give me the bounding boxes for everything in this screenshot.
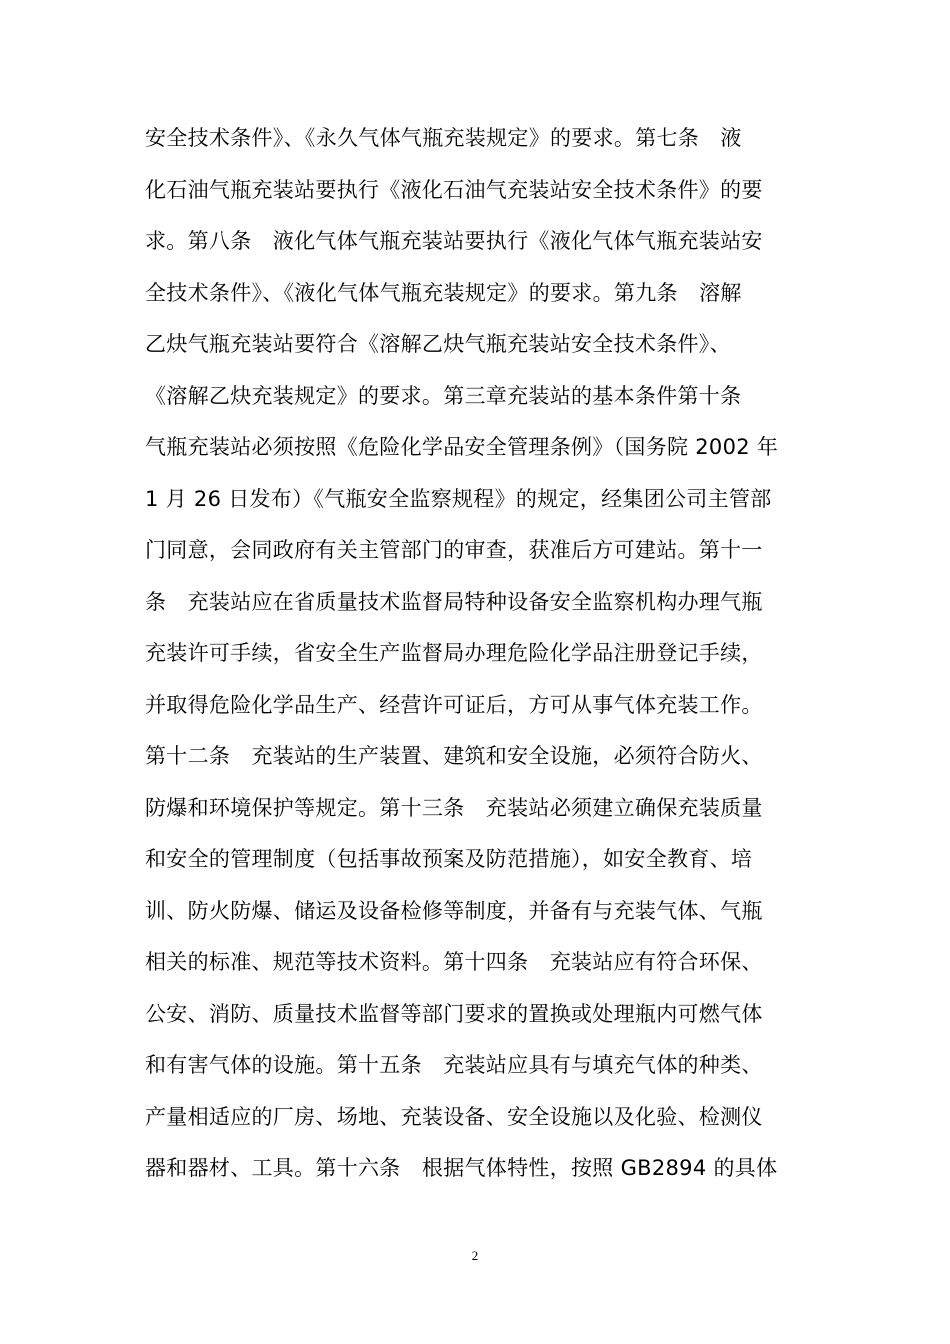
text-line: 求。第八条 液化气体气瓶充装站要执行《液化气体气瓶充装站安	[145, 229, 763, 253]
text-line: 防爆和环境保护等规定。第十三条 充装站必须建立确保充装质量	[145, 795, 763, 820]
text-line: 相关的标准、规范等技术资料。第十四条 充装站应有符合环保、	[145, 950, 763, 974]
text-line: 条 充装站应在省质量技术监督局特种设备安全监察机构办理气瓶	[145, 589, 763, 614]
text-line: 公安、消防、质量技术监督等部门要求的置换或处理瓶内可燃气体	[145, 1001, 763, 1026]
text-line: 产量相适应的厂房、场地、充装设备、安全设施以及化验、检测仪	[145, 1104, 763, 1129]
text-line: 《溶解乙炔充装规定》的要求。第三章充装站的基本条件第十条	[145, 383, 742, 408]
text-line: 和安全的管理制度（包括事故预案及防范措施），如安全教育、培	[145, 847, 753, 871]
text-line: 全技术条件》、《液化气体气瓶充装规定》的要求。第九条 溶解	[145, 280, 742, 305]
text-line: 1 月 26 日发布）《气瓶安全监察规程》的规定，经集团公司主管部	[145, 486, 772, 511]
text-line: 器和器材、工具。第十六条 根据气体特性，按照 GB2894 的具体	[145, 1156, 778, 1180]
page-number: 2	[471, 1248, 479, 1263]
text-line: 第十二条 充装站的生产装置、建筑和安全设施，必须符合防火、	[145, 744, 763, 768]
text-line: 安全技术条件》、《永久气体气瓶充装规定》的要求。第七条 液	[145, 126, 742, 150]
text-line: 乙炔气瓶充装站要符合《溶解乙炔气瓶充装站安全技术条件》、	[145, 332, 731, 356]
text-line: 气瓶充装站必须按照《危险化学品安全管理条例》（国务院 2002 年	[145, 435, 779, 459]
text-line: 并取得危险化学品生产、经营许可证后，方可从事气体充装工作。	[145, 692, 763, 717]
text-line: 训、防火防爆、储运及设备检修等制度，并备有与充装气体、气瓶	[145, 898, 763, 923]
text-line: 门同意，会同政府有关主管部门的审查，获准后方可建站。第十一	[145, 538, 763, 562]
text-line: 充装许可手续，省安全生产监督局办理危险化学品注册登记手续，	[145, 641, 763, 665]
text-line: 化石油气瓶充装站要执行《液化石油气充装站安全技术条件》的要	[145, 177, 763, 202]
text-line: 和有害气体的设施。第十五条 充装站应具有与填充气体的种类、	[145, 1053, 763, 1077]
body-text	[145, 118, 815, 1200]
